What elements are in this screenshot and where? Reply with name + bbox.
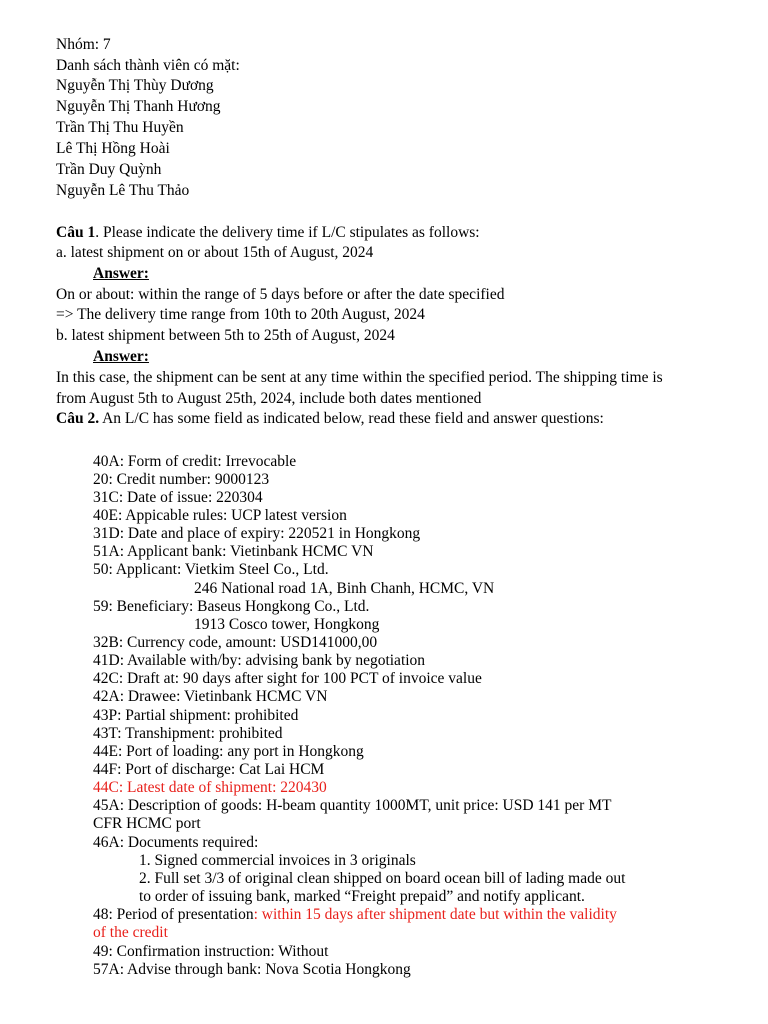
question-1-label: Câu 1 xyxy=(56,224,96,241)
lc-field: 59: Beneficiary: Baseus Hongkong Co., Ltd. xyxy=(93,598,370,615)
members-title: Danh sách thành viên có mặt: xyxy=(56,57,240,74)
lc-field: 31C: Date of issue: 220304 xyxy=(93,489,263,506)
lc-field xyxy=(93,905,617,925)
member-name: Trần Duy Quỳnh xyxy=(56,161,162,178)
lc-field: 57A: Advise through bank: Nova Scotia Hongkong xyxy=(93,961,411,978)
answer-label: Answer: xyxy=(93,265,149,282)
lc-field: 50: Applicant: Vietkim Steel Co., Ltd. xyxy=(93,561,329,578)
lc-field: 42A: Drawee: Vietinbank HCMC VN xyxy=(93,688,328,705)
lc-field-highlighted-continuation: of the credit xyxy=(93,924,168,941)
document-required-item-continuation: to order of issuing bank, marked “Freight prepaid” and notify applicant. xyxy=(139,888,585,905)
lc-field: 32B: Currency code, amount: USD141000,00 xyxy=(93,634,378,651)
lc-field: 43T: Transhipment: prohibited xyxy=(93,725,283,742)
member-name: Nguyễn Lê Thu Thảo xyxy=(56,182,190,199)
lc-field: 43P: Partial shipment: prohibited xyxy=(93,707,299,724)
answer-1a-line: On or about: within the range of 5 days before or after the date specified xyxy=(56,286,505,303)
lc-field: 31D: Date and place of expiry: 220521 in Hongkong xyxy=(93,525,421,542)
question-1-text: . Please indicate the delivery time if L/C stipulates as follows: xyxy=(95,224,480,241)
question-1a: a. latest shipment on or about 15th of August, 2024 xyxy=(56,244,374,261)
lc-field: 20: Credit number: 9000123 xyxy=(93,471,270,488)
answer-1b-line: In this case, the shipment can be sent at any time within the specified period. The shipping time is xyxy=(56,369,663,386)
answer-1a-line: => The delivery time range from 10th to 20th August, 2024 xyxy=(56,306,425,323)
lc-field: 41D: Available with/by: advising bank by negotiation xyxy=(93,652,426,669)
member-name: Nguyễn Thị Thanh Hương xyxy=(56,98,221,115)
question-2 xyxy=(56,409,604,429)
lc-field-continuation: 246 National road 1A, Binh Chanh, HCMC, VN xyxy=(194,580,495,597)
member-name: Lê Thị Hồng Hoài xyxy=(56,140,170,157)
lc-field: 49: Confirmation instruction: Without xyxy=(93,943,329,960)
lc-field: 46A: Documents required: xyxy=(93,834,259,851)
lc-field: 44F: Port of discharge: Cat Lai HCM xyxy=(93,761,325,778)
question-1b: b. latest shipment between 5th to 25th of August, 2024 xyxy=(56,327,395,344)
lc-field: 44E: Port of loading: any port in Hongkong xyxy=(93,743,364,760)
question-2-text: An L/C has some field as indicated below, read these field and answer questions: xyxy=(99,410,604,427)
lc-field: 51A: Applicant bank: Vietinbank HCMC VN xyxy=(93,543,374,560)
member-name: Trần Thị Thu Huyền xyxy=(56,119,184,136)
document-required-item: 1. Signed commercial invoices in 3 originals xyxy=(139,852,416,869)
lc-field-continuation: 1913 Cosco tower, Hongkong xyxy=(194,616,380,633)
answer-1b-line: from August 5th to August 25th, 2024, include both dates mentioned xyxy=(56,390,482,407)
lc-field-continuation: CFR HCMC port xyxy=(93,815,201,832)
question-2-label: Câu 2. xyxy=(56,410,100,427)
document-required-item: 2. Full set 3/3 of original clean shipped on board ocean bill of lading made out xyxy=(139,870,626,887)
lc-field-label: 48: Period of presentation xyxy=(93,906,254,923)
answer-label: Answer: xyxy=(93,348,149,365)
lc-field: 40A: Form of credit: Irrevocable xyxy=(93,453,297,470)
question-1 xyxy=(56,223,480,243)
lc-field: 45A: Description of goods: H-beam quantity 1000MT, unit price: USD 141 per MT xyxy=(93,797,612,814)
lc-field-highlighted: 44C: Latest date of shipment: 220430 xyxy=(93,779,327,796)
member-name: Nguyễn Thị Thùy Dương xyxy=(56,77,214,94)
lc-field: 40E: Appicable rules: UCP latest version xyxy=(93,507,347,524)
group-number: Nhóm: 7 xyxy=(56,36,111,53)
lc-field-highlighted-value: : within 15 days after shipment date but within the validity xyxy=(253,906,617,923)
lc-field: 42C: Draft at: 90 days after sight for 100 PCT of invoice value xyxy=(93,670,482,687)
